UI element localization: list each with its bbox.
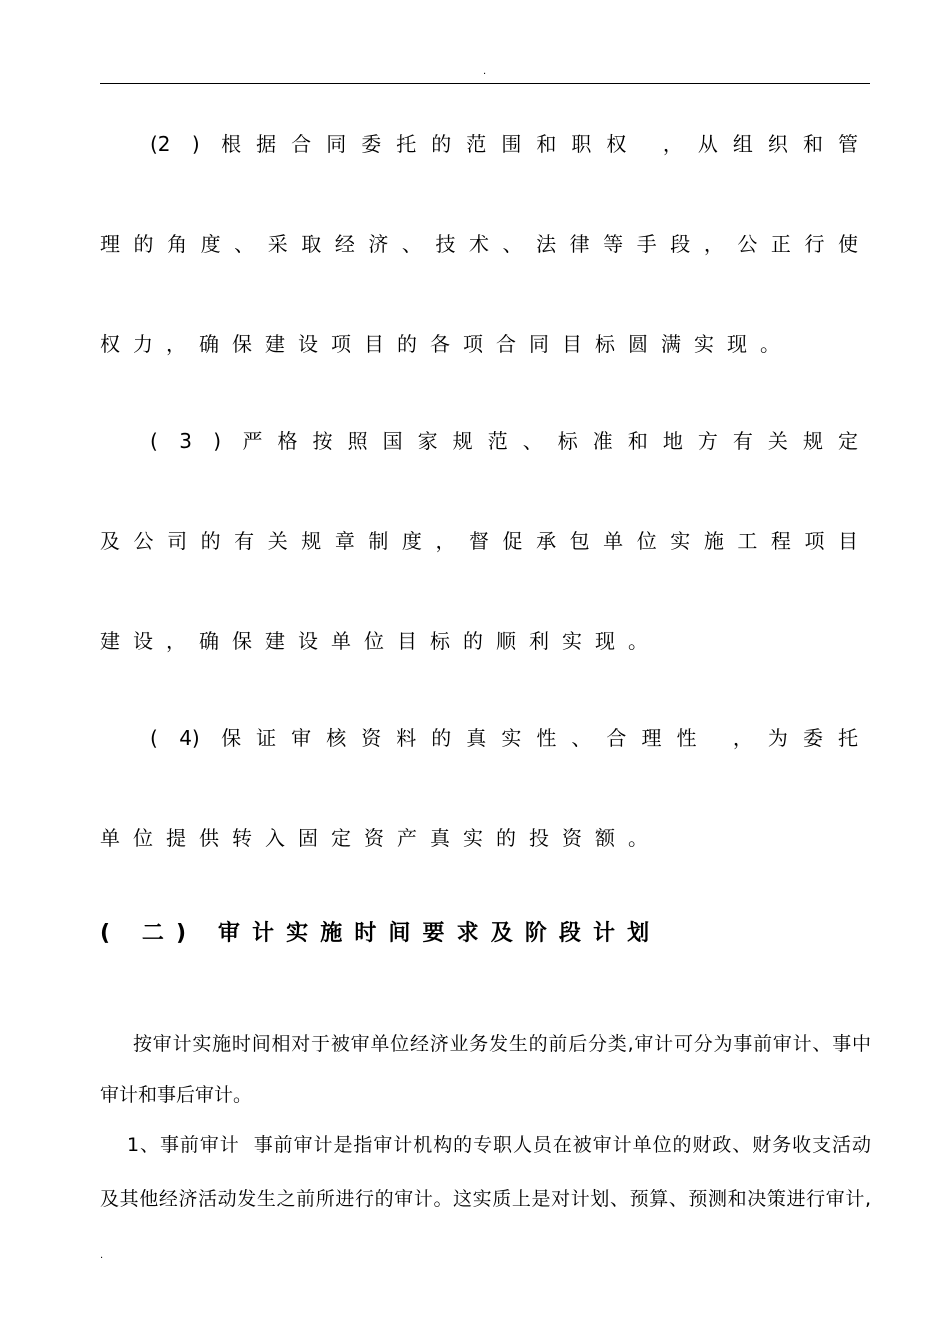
- paragraph-4-line-1: ( 4) 保证审核资料的真实性、合理性 ，为委托: [150, 726, 858, 750]
- paragraph-3-line-1: ( 3 ) 严格按照国家规范、标准和地方有关规定: [150, 429, 858, 453]
- paragraph-3-line-3: 建设，确保建设单位目标的顺利实现。: [100, 629, 661, 653]
- body-2-line-1: 1、事前审计 ﻿ 事前审计是指审计机构的专职人员在被审计单位的财政、财务收支活动: [127, 1134, 871, 1156]
- paragraph-2-line-2: 理的角度、采取经济、技术、法律等手段，公正行使: [100, 232, 858, 256]
- footer-mark: .: [100, 1250, 104, 1261]
- header-rule: [100, 83, 870, 84]
- body-1-line-1: 按审计实施时间相对于被审单位经济业务发生的前后分类,审计可分为事前审计、事中: [133, 1033, 871, 1055]
- paragraph-2-line-3: 权力，确保建设项目的各项合同目标圆满实现。: [100, 332, 793, 356]
- paragraph-2-line-1: (2 ) 根据合同委托的范围和职权 ，从组织和管: [150, 132, 858, 156]
- body-1-line-2: 审计和事后审计。: [100, 1084, 253, 1106]
- body-2-line-2: 及其他经济活动发生之前所进行的审计。这实质上是对计划、预算、预测和决策进行审计,: [100, 1188, 871, 1210]
- section-heading: ( 二) 审计实施时间要求及阶段计划: [100, 921, 662, 946]
- header-mark: .: [483, 66, 487, 77]
- paragraph-4-line-2: 单位提供转入固定资产真实的投资额。: [100, 826, 661, 850]
- paragraph-3-line-2: 及公司的有关规章制度，督促承包单位实施工程项目: [100, 529, 858, 553]
